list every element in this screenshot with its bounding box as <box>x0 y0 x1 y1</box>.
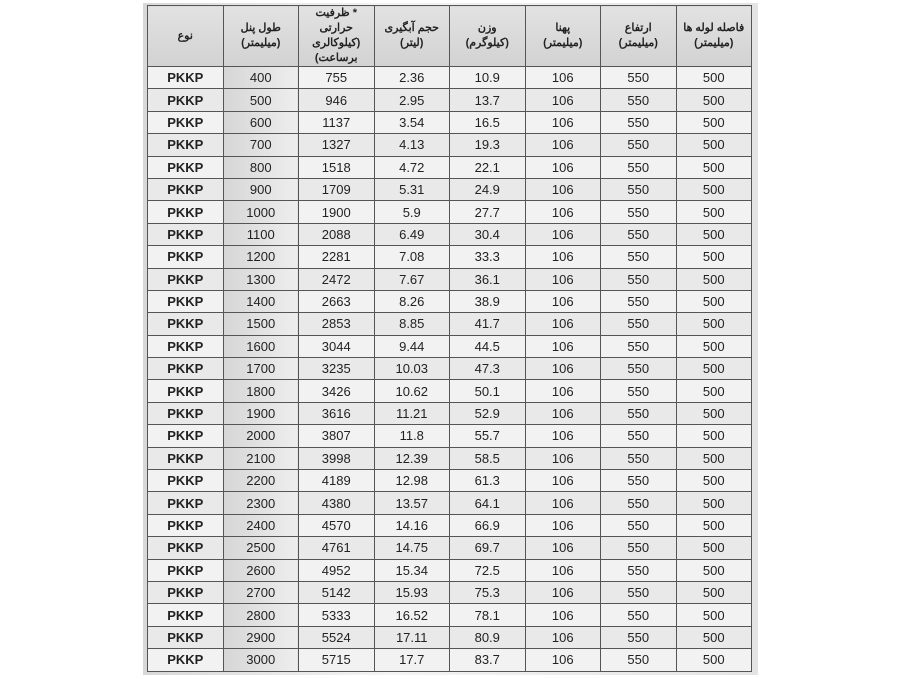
cell-weight: 41.7 <box>450 313 526 335</box>
table-row <box>148 335 752 357</box>
cell-type: PKKP <box>148 492 224 514</box>
cell-water-volume: 14.75 <box>374 537 450 559</box>
cell-pipe-spacing: 500 <box>676 201 752 223</box>
cell-width: 106 <box>525 178 601 200</box>
cell-heat-capacity: 3616 <box>299 402 375 424</box>
cell-water-volume: 4.13 <box>374 134 450 156</box>
cell-width: 106 <box>525 559 601 581</box>
header-title: نوع <box>177 29 193 42</box>
table-row <box>148 470 752 492</box>
cell-heat-capacity: 2853 <box>299 313 375 335</box>
cell-pipe-spacing: 500 <box>676 313 752 335</box>
cell-weight: 61.3 <box>450 470 526 492</box>
cell-water-volume: 14.16 <box>374 514 450 536</box>
table-row <box>148 604 752 626</box>
cell-panel-length: 800 <box>223 156 299 178</box>
cell-heat-capacity: 2663 <box>299 290 375 312</box>
header-width <box>525 6 601 67</box>
table-row <box>148 246 752 268</box>
cell-type: PKKP <box>148 246 224 268</box>
cell-height: 550 <box>601 649 677 671</box>
cell-panel-length: 400 <box>223 67 299 89</box>
cell-type: PKKP <box>148 581 224 603</box>
cell-panel-length: 1800 <box>223 380 299 402</box>
cell-type: PKKP <box>148 514 224 536</box>
cell-weight: 36.1 <box>450 268 526 290</box>
cell-height: 550 <box>601 67 677 89</box>
header-heat-capacity <box>299 6 375 67</box>
cell-heat-capacity: 4189 <box>299 470 375 492</box>
cell-type: PKKP <box>148 268 224 290</box>
cell-pipe-spacing: 500 <box>676 290 752 312</box>
cell-panel-length: 900 <box>223 178 299 200</box>
header-title: طول پنل <box>240 22 281 34</box>
cell-heat-capacity: 2281 <box>299 246 375 268</box>
cell-weight: 83.7 <box>450 649 526 671</box>
cell-water-volume: 15.34 <box>374 559 450 581</box>
cell-height: 550 <box>601 358 677 380</box>
header-unit: (کیلوکالری برساعت) <box>312 37 361 64</box>
cell-water-volume: 9.44 <box>374 335 450 357</box>
table-row <box>148 626 752 648</box>
cell-water-volume: 10.03 <box>374 358 450 380</box>
cell-height: 550 <box>601 514 677 536</box>
cell-water-volume: 2.95 <box>374 89 450 111</box>
header-title: ارتفاع <box>624 22 652 34</box>
header-weight <box>450 6 526 67</box>
header-title: حجم آبگیری <box>384 22 439 34</box>
cell-weight: 27.7 <box>450 201 526 223</box>
cell-panel-length: 2300 <box>223 492 299 514</box>
table-row <box>148 358 752 380</box>
cell-width: 106 <box>525 514 601 536</box>
cell-panel-length: 1100 <box>223 223 299 245</box>
cell-heat-capacity: 5524 <box>299 626 375 648</box>
cell-pipe-spacing: 500 <box>676 246 752 268</box>
cell-width: 106 <box>525 268 601 290</box>
table-row <box>148 425 752 447</box>
cell-heat-capacity: 4570 <box>299 514 375 536</box>
table-row <box>148 201 752 223</box>
cell-heat-capacity: 3044 <box>299 335 375 357</box>
cell-weight: 16.5 <box>450 111 526 133</box>
cell-weight: 55.7 <box>450 425 526 447</box>
cell-width: 106 <box>525 246 601 268</box>
cell-type: PKKP <box>148 537 224 559</box>
cell-pipe-spacing: 500 <box>676 178 752 200</box>
cell-width: 106 <box>525 470 601 492</box>
cell-heat-capacity: 4952 <box>299 559 375 581</box>
cell-water-volume: 13.57 <box>374 492 450 514</box>
cell-height: 550 <box>601 134 677 156</box>
cell-height: 550 <box>601 492 677 514</box>
cell-panel-length: 1900 <box>223 402 299 424</box>
cell-type: PKKP <box>148 425 224 447</box>
table-row <box>148 537 752 559</box>
cell-weight: 10.9 <box>450 67 526 89</box>
cell-width: 106 <box>525 492 601 514</box>
cell-height: 550 <box>601 447 677 469</box>
cell-water-volume: 3.54 <box>374 111 450 133</box>
cell-height: 550 <box>601 268 677 290</box>
cell-pipe-spacing: 500 <box>676 470 752 492</box>
header-water-volume <box>374 6 450 67</box>
cell-water-volume: 15.93 <box>374 581 450 603</box>
cell-water-volume: 8.85 <box>374 313 450 335</box>
cell-type: PKKP <box>148 290 224 312</box>
cell-width: 106 <box>525 604 601 626</box>
cell-pipe-spacing: 500 <box>676 604 752 626</box>
table-row <box>148 402 752 424</box>
table-row <box>148 111 752 133</box>
cell-width: 106 <box>525 89 601 111</box>
cell-weight: 75.3 <box>450 581 526 603</box>
cell-heat-capacity: 4761 <box>299 537 375 559</box>
cell-heat-capacity: 4380 <box>299 492 375 514</box>
cell-water-volume: 5.9 <box>374 201 450 223</box>
cell-weight: 50.1 <box>450 380 526 402</box>
radiator-spec-table <box>147 5 752 672</box>
cell-water-volume: 2.36 <box>374 67 450 89</box>
cell-type: PKKP <box>148 89 224 111</box>
cell-pipe-spacing: 500 <box>676 649 752 671</box>
cell-type: PKKP <box>148 335 224 357</box>
table-row <box>148 492 752 514</box>
cell-type: PKKP <box>148 604 224 626</box>
cell-pipe-spacing: 500 <box>676 67 752 89</box>
cell-heat-capacity: 3235 <box>299 358 375 380</box>
cell-water-volume: 16.52 <box>374 604 450 626</box>
cell-pipe-spacing: 500 <box>676 111 752 133</box>
header-row <box>148 6 752 67</box>
cell-weight: 22.1 <box>450 156 526 178</box>
cell-height: 550 <box>601 178 677 200</box>
header-title: * ظرفیت حرارتی <box>315 7 358 34</box>
cell-weight: 64.1 <box>450 492 526 514</box>
cell-height: 550 <box>601 470 677 492</box>
cell-weight: 52.9 <box>450 402 526 424</box>
cell-panel-length: 1500 <box>223 313 299 335</box>
cell-panel-length: 2100 <box>223 447 299 469</box>
cell-weight: 66.9 <box>450 514 526 536</box>
header-panel-length <box>223 6 299 67</box>
cell-water-volume: 4.72 <box>374 156 450 178</box>
cell-weight: 19.3 <box>450 134 526 156</box>
cell-panel-length: 2500 <box>223 537 299 559</box>
cell-panel-length: 700 <box>223 134 299 156</box>
cell-type: PKKP <box>148 649 224 671</box>
table-row <box>148 649 752 671</box>
cell-pipe-spacing: 500 <box>676 514 752 536</box>
spec-table-container <box>143 3 758 675</box>
table-row <box>148 156 752 178</box>
cell-water-volume: 7.67 <box>374 268 450 290</box>
header-type <box>148 6 224 67</box>
cell-water-volume: 6.49 <box>374 223 450 245</box>
table-row <box>148 67 752 89</box>
table-row <box>148 268 752 290</box>
cell-water-volume: 12.98 <box>374 470 450 492</box>
cell-heat-capacity: 2088 <box>299 223 375 245</box>
table-row <box>148 89 752 111</box>
cell-type: PKKP <box>148 626 224 648</box>
cell-water-volume: 5.31 <box>374 178 450 200</box>
cell-weight: 13.7 <box>450 89 526 111</box>
cell-panel-length: 2400 <box>223 514 299 536</box>
cell-height: 550 <box>601 246 677 268</box>
header-height <box>601 6 677 67</box>
cell-water-volume: 17.7 <box>374 649 450 671</box>
cell-type: PKKP <box>148 223 224 245</box>
cell-width: 106 <box>525 581 601 603</box>
cell-width: 106 <box>525 223 601 245</box>
cell-type: PKKP <box>148 156 224 178</box>
cell-panel-length: 3000 <box>223 649 299 671</box>
cell-weight: 58.5 <box>450 447 526 469</box>
header-unit: (کیلوگرم) <box>465 37 509 49</box>
cell-pipe-spacing: 500 <box>676 358 752 380</box>
cell-width: 106 <box>525 649 601 671</box>
cell-width: 106 <box>525 358 601 380</box>
header-pipe-spacing <box>676 6 752 67</box>
cell-water-volume: 12.39 <box>374 447 450 469</box>
cell-heat-capacity: 1709 <box>299 178 375 200</box>
cell-pipe-spacing: 500 <box>676 268 752 290</box>
cell-type: PKKP <box>148 134 224 156</box>
cell-heat-capacity: 946 <box>299 89 375 111</box>
cell-type: PKKP <box>148 380 224 402</box>
cell-heat-capacity: 3998 <box>299 447 375 469</box>
cell-pipe-spacing: 500 <box>676 335 752 357</box>
cell-heat-capacity: 1327 <box>299 134 375 156</box>
cell-width: 106 <box>525 626 601 648</box>
header-title: پهنا <box>555 22 571 34</box>
cell-type: PKKP <box>148 313 224 335</box>
cell-type: PKKP <box>148 178 224 200</box>
cell-weight: 38.9 <box>450 290 526 312</box>
cell-height: 550 <box>601 559 677 581</box>
cell-width: 106 <box>525 201 601 223</box>
cell-panel-length: 1200 <box>223 246 299 268</box>
cell-height: 550 <box>601 89 677 111</box>
cell-type: PKKP <box>148 402 224 424</box>
cell-width: 106 <box>525 313 601 335</box>
cell-pipe-spacing: 500 <box>676 425 752 447</box>
cell-panel-length: 500 <box>223 89 299 111</box>
header-unit: (لیتر) <box>400 37 424 49</box>
cell-water-volume: 17.11 <box>374 626 450 648</box>
cell-weight: 44.5 <box>450 335 526 357</box>
cell-panel-length: 1300 <box>223 268 299 290</box>
table-row <box>148 178 752 200</box>
cell-pipe-spacing: 500 <box>676 626 752 648</box>
cell-heat-capacity: 1137 <box>299 111 375 133</box>
cell-panel-length: 1600 <box>223 335 299 357</box>
cell-height: 550 <box>601 402 677 424</box>
cell-width: 106 <box>525 67 601 89</box>
header-unit: (میلیمتر) <box>543 37 583 49</box>
cell-type: PKKP <box>148 358 224 380</box>
cell-height: 550 <box>601 380 677 402</box>
cell-pipe-spacing: 500 <box>676 134 752 156</box>
table-row <box>148 380 752 402</box>
cell-width: 106 <box>525 290 601 312</box>
cell-water-volume: 7.08 <box>374 246 450 268</box>
cell-panel-length: 1700 <box>223 358 299 380</box>
table-row <box>148 223 752 245</box>
cell-height: 550 <box>601 290 677 312</box>
cell-pipe-spacing: 500 <box>676 223 752 245</box>
header-unit: (میلیمتر) <box>618 37 658 49</box>
cell-width: 106 <box>525 335 601 357</box>
table-row <box>148 559 752 581</box>
table-row <box>148 290 752 312</box>
cell-heat-capacity: 2472 <box>299 268 375 290</box>
cell-pipe-spacing: 500 <box>676 447 752 469</box>
cell-width: 106 <box>525 402 601 424</box>
cell-panel-length: 2200 <box>223 470 299 492</box>
cell-height: 550 <box>601 425 677 447</box>
cell-type: PKKP <box>148 559 224 581</box>
cell-pipe-spacing: 500 <box>676 537 752 559</box>
cell-width: 106 <box>525 111 601 133</box>
cell-pipe-spacing: 500 <box>676 581 752 603</box>
table-row <box>148 313 752 335</box>
cell-type: PKKP <box>148 111 224 133</box>
cell-pipe-spacing: 500 <box>676 402 752 424</box>
cell-heat-capacity: 1900 <box>299 201 375 223</box>
cell-weight: 33.3 <box>450 246 526 268</box>
cell-water-volume: 11.8 <box>374 425 450 447</box>
cell-height: 550 <box>601 581 677 603</box>
cell-heat-capacity: 755 <box>299 67 375 89</box>
cell-height: 550 <box>601 313 677 335</box>
cell-heat-capacity: 5333 <box>299 604 375 626</box>
table-row <box>148 447 752 469</box>
cell-heat-capacity: 5142 <box>299 581 375 603</box>
cell-pipe-spacing: 500 <box>676 89 752 111</box>
cell-height: 550 <box>601 156 677 178</box>
cell-heat-capacity: 3426 <box>299 380 375 402</box>
table-row <box>148 581 752 603</box>
cell-weight: 69.7 <box>450 537 526 559</box>
cell-water-volume: 8.26 <box>374 290 450 312</box>
cell-height: 550 <box>601 223 677 245</box>
cell-heat-capacity: 1518 <box>299 156 375 178</box>
cell-height: 550 <box>601 335 677 357</box>
cell-panel-length: 2700 <box>223 581 299 603</box>
header-title: وزن <box>477 22 497 34</box>
cell-width: 106 <box>525 134 601 156</box>
cell-weight: 72.5 <box>450 559 526 581</box>
cell-heat-capacity: 5715 <box>299 649 375 671</box>
table-row <box>148 514 752 536</box>
cell-panel-length: 2600 <box>223 559 299 581</box>
cell-heat-capacity: 3807 <box>299 425 375 447</box>
cell-pipe-spacing: 500 <box>676 559 752 581</box>
cell-panel-length: 2000 <box>223 425 299 447</box>
cell-height: 550 <box>601 537 677 559</box>
cell-panel-length: 600 <box>223 111 299 133</box>
cell-height: 550 <box>601 201 677 223</box>
cell-pipe-spacing: 500 <box>676 380 752 402</box>
cell-width: 106 <box>525 380 601 402</box>
cell-pipe-spacing: 500 <box>676 492 752 514</box>
cell-height: 550 <box>601 604 677 626</box>
cell-panel-length: 2800 <box>223 604 299 626</box>
cell-type: PKKP <box>148 201 224 223</box>
cell-water-volume: 11.21 <box>374 402 450 424</box>
cell-pipe-spacing: 500 <box>676 156 752 178</box>
cell-type: PKKP <box>148 67 224 89</box>
cell-type: PKKP <box>148 470 224 492</box>
cell-panel-length: 1000 <box>223 201 299 223</box>
cell-height: 550 <box>601 111 677 133</box>
cell-width: 106 <box>525 537 601 559</box>
cell-height: 550 <box>601 626 677 648</box>
cell-weight: 80.9 <box>450 626 526 648</box>
cell-width: 106 <box>525 425 601 447</box>
cell-water-volume: 10.62 <box>374 380 450 402</box>
cell-width: 106 <box>525 156 601 178</box>
header-unit: (میلیمتر) <box>241 37 281 49</box>
cell-weight: 47.3 <box>450 358 526 380</box>
cell-weight: 30.4 <box>450 223 526 245</box>
cell-weight: 78.1 <box>450 604 526 626</box>
cell-panel-length: 1400 <box>223 290 299 312</box>
cell-panel-length: 2900 <box>223 626 299 648</box>
cell-weight: 24.9 <box>450 178 526 200</box>
cell-width: 106 <box>525 447 601 469</box>
header-unit: (میلیمتر) <box>694 37 734 49</box>
header-title: فاصله لوله ها <box>683 22 745 34</box>
table-row <box>148 134 752 156</box>
cell-type: PKKP <box>148 447 224 469</box>
